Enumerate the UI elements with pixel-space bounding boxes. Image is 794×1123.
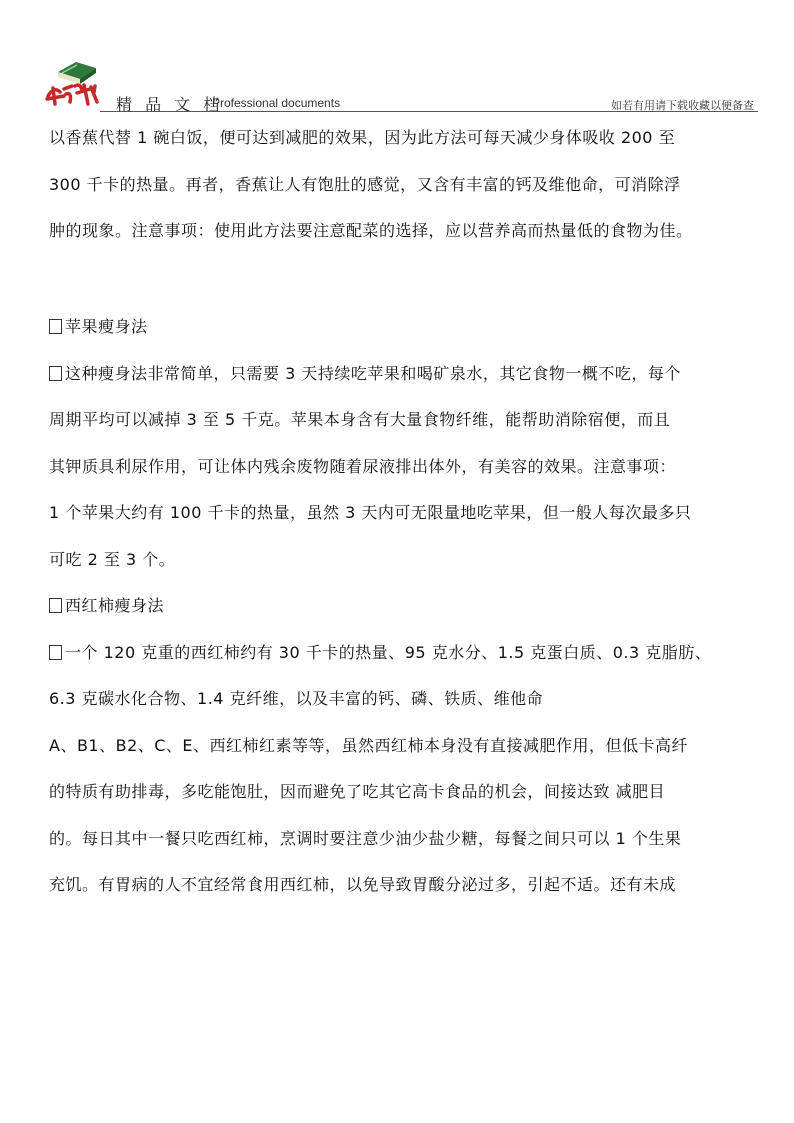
body-line: 周期平均可以减掉 3 至 5 千克。苹果本身含有大量食物纤维，能帮助消除宿便，而且	[49, 410, 671, 429]
body-line	[49, 641, 771, 665]
body-line-text: 这种瘦身法非常简单，只需要 3 天持续吃苹果和喝矿泉水，其它食物一概不吃，每个	[65, 363, 681, 383]
body-line: 的。每日其中一餐只吃西红柿，烹调时要注意少油少盐少糖，每餐之间只可以 1 个生果	[49, 828, 682, 848]
body-line: 1 个苹果大约有 100 千卡的热量，虽然 3 天内可无限量地吃苹果，但一般人每次最多只	[49, 503, 692, 522]
body-line	[49, 362, 771, 386]
body-line-text: 一个 120 克重的西红柿约有 30 千卡的热量、95 克水分、1.5 克蛋白质、0.3 克脂肪、	[65, 642, 712, 662]
header-divider	[100, 111, 758, 112]
checkbox-icon	[49, 319, 62, 334]
book-logo-icon	[44, 52, 104, 108]
body-line: 300 千卡的热量。再者，香蕉让人有饱肚的感觉，又含有丰富的钙及维他命，可消除浮	[49, 174, 681, 194]
body-line: A、B1、B2、C、E、西红柿红素等等，虽然西红柿本身没有直接减肥作用，但低卡高纤	[49, 735, 689, 755]
header-subtitle: Professional documents	[212, 96, 341, 110]
checkbox-icon	[49, 645, 62, 660]
document-body	[49, 126, 771, 897]
body-line: 可吃 2 至 3 个。	[49, 549, 176, 569]
header-note: 如若有用请下载收藏以便备查	[611, 99, 754, 112]
body-line: 肿的现象。注意事项：使用此方法要注意配菜的选择，应以营养高而热量低的食物为佳。	[49, 221, 693, 240]
section-heading-apple	[49, 315, 771, 339]
section-heading-text: 西红柿瘦身法	[65, 596, 165, 615]
checkbox-icon	[49, 598, 62, 613]
header-title: 精 品 文 档	[116, 95, 224, 114]
body-line: 充饥。有胃病的人不宜经常食用西红柿，以免导致胃酸分泌过多，引起不适。还有未成	[49, 875, 677, 894]
body-line: 6.3 克碳水化合物、1.4 克纤维，以及丰富的钙、磷、铁质、维他命	[49, 689, 544, 708]
body-line: 以香蕉代替 1 碗白饭，便可达到减肥的效果，因为此方法可每天减少身体吸收 200 至	[49, 128, 676, 147]
section-heading-tomato	[49, 594, 771, 618]
checkbox-icon	[49, 366, 62, 381]
section-heading-text: 苹果瘦身法	[65, 317, 148, 336]
body-line: 其钾质具利尿作用，可让体内残余废物随着尿液排出体外，有美容的效果。注意事项：	[49, 456, 677, 476]
body-line: 的特质有助排毒，多吃能饱肚，因而避免了吃其它高卡食品的机会，间接达致 减肥目	[49, 782, 666, 801]
page-header	[0, 0, 794, 115]
